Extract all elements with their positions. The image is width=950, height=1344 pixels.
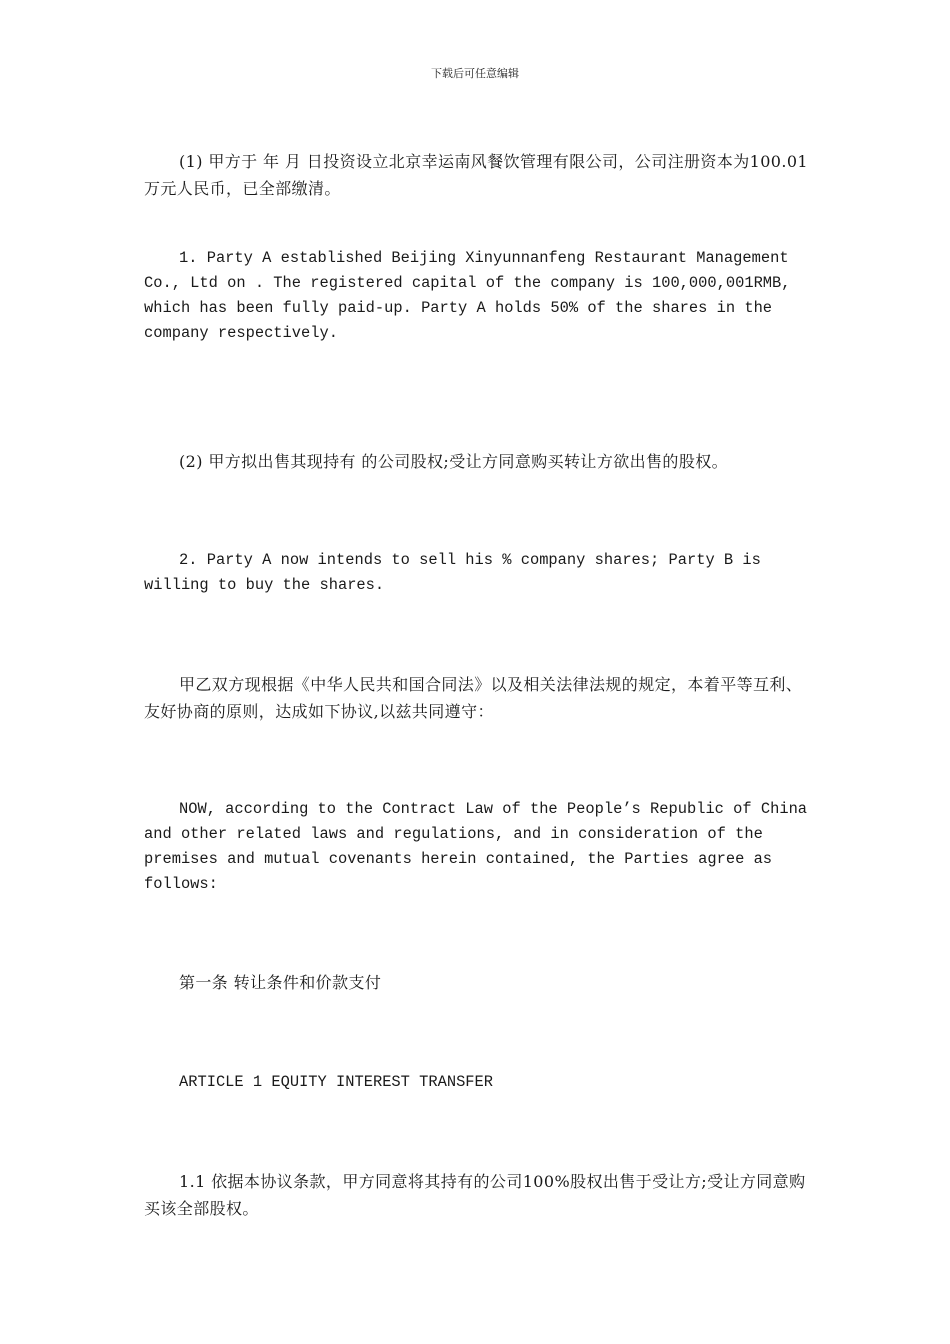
paragraph-company-establishment-zh: (1) 甲方于 年 月 日投资设立北京幸运南风餐饮管理有限公司，公司注册资本为100.01万元人民币，已全部缴清。 <box>144 152 808 198</box>
page-header: 下载后可任意编辑 <box>431 67 519 80</box>
paragraph-share-sale-intent-en: 2. Party A now intends to sell his % company shares; Party B is willing to buy the shares. <box>144 551 761 594</box>
article-1-heading-en: ARTICLE 1 EQUITY INTEREST TRANSFER <box>179 1073 494 1091</box>
article-1-heading-zh: 第一条 转让条件和价款支付 <box>179 973 382 992</box>
paragraph-share-sale-intent-zh: (2) 甲方拟出售其现持有 的公司股权;受让方同意购买转让方欲出售的股权。 <box>179 452 729 471</box>
paragraph-agreement-basis-en: NOW, according to the Contract Law of the People’s Republic of China and other related laws and regulations, and in consideration of the premises and mutual covenants herein contained, the Parties agree as follows: <box>144 800 808 893</box>
paragraph-company-establishment-en: 1. Party A established Beijing Xinyunnanfeng Restaurant Management Co., Ltd on . The registered capital of the company is 100,000,001RMB, which has been fully paid-up. Party A holds 50% of the shares in the company respectively. <box>144 249 791 342</box>
clause-1-1-zh: 1.1 依据本协议条款，甲方同意将其持有的公司100%股权出售于受让方;受让方同意购买该全部股权。 <box>144 1172 806 1218</box>
paragraph-agreement-basis-zh: 甲乙双方现根据《中华人民共和国合同法》以及相关法律法规的规定，本着平等互利、友好协商的原则，达成如下协议,以兹共同遵守： <box>144 675 803 721</box>
